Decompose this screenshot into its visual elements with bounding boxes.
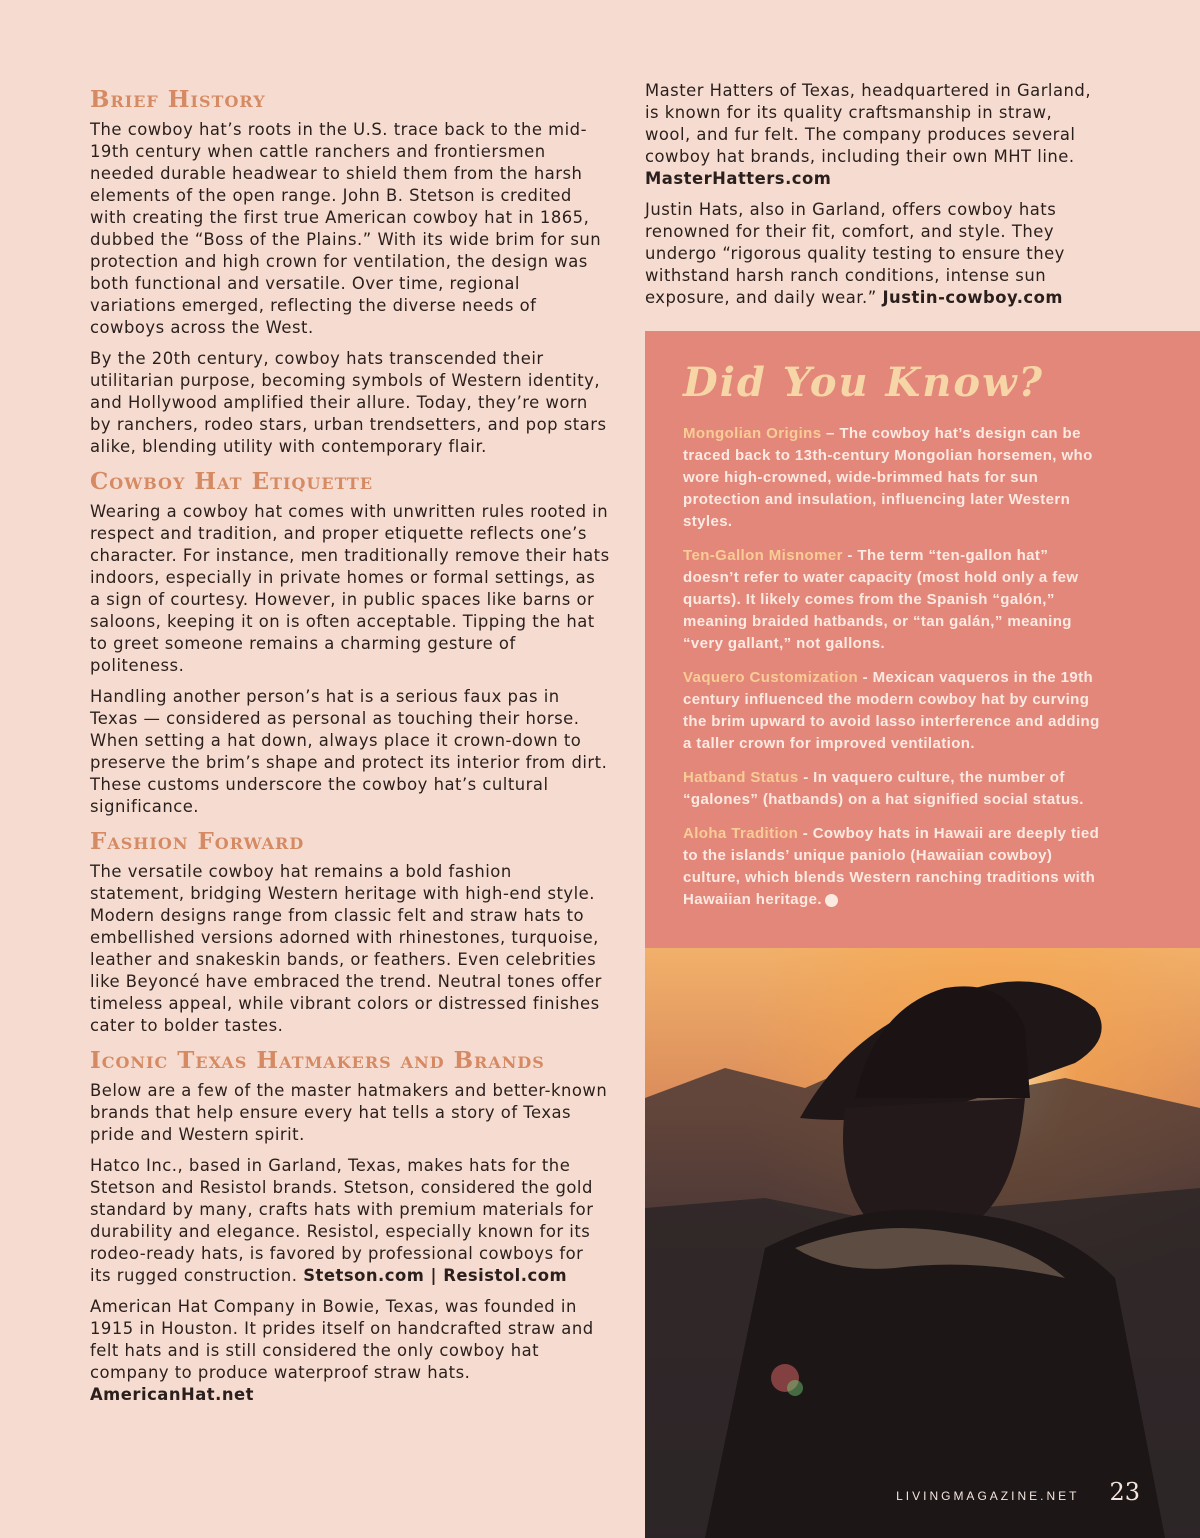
justin-hats-text: Justin Hats, also in Garland, offers cowboy hats renowned for their fit, comfort, and style. They undergo “rigorous quality testing to ensure they withstand harsh ranch conditions, intense sun exposure, and daily wear.”	[645, 200, 1065, 307]
american-hat-link[interactable]: AmericanHat.net	[90, 1385, 254, 1404]
did-you-know-sidebar	[645, 331, 1200, 948]
history-paragraph-1: The cowboy hat’s roots in the U.S. trace back to the mid-19th century when cattle ranchers and frontiersmen needed durable headwear to shield them from the harsh elements of the open range. John B. Stetson is credited with creating the first true American cowboy hat in 1865, dubbed the “Boss of the Plains.” With its wide brim for sun protection and high crown for ventilation, the design was both functional and versatile. Over time, regional variations emerged, reflecting the diverse needs of cowboys across the West.	[90, 120, 602, 337]
fact-term: Aloha Tradition	[683, 825, 799, 842]
section-heading-history: Brief History	[90, 86, 266, 113]
master-hatters-text: Master Hatters of Texas, headquartered in Garland, is known for its quality craftsmanship in straw, wool, and fur felt. The company produces several cowboy hat brands, including their own MHT line.	[645, 81, 1092, 166]
section-heading-fashion: Fashion Forward	[90, 828, 305, 855]
footer-site[interactable]: LIVINGMAGAZINE.NET	[896, 1489, 1080, 1503]
american-hat-paragraph	[90, 1296, 610, 1406]
fact-item	[683, 423, 1103, 533]
fashion-paragraph-1: The versatile cowboy hat remains a bold fashion statement, bridging Western heritage with high-end style. Modern designs range from classic felt and straw hats to embellished versions adorned with rhinestones, turquoise, leather and snakeskin bands, or feathers. Even celebrities like Beyoncé have embraced the trend. Neutral tones offer timeless appeal, while vibrant colors or distressed finishes cater to bolder tastes.	[90, 862, 602, 1035]
master-hatters-link[interactable]: MasterHatters.com	[645, 169, 832, 188]
history-paragraph-2: By the 20th century, cowboy hats transcended their utilitarian purpose, becoming symbols of Western identity, and Hollywood amplified their allure. Today, they’re worn by ranchers, rodeo stars, urban trendsetters, and pop stars alike, blending utility with contemporary flair.	[90, 349, 607, 456]
fact-term: Vaquero Customization	[683, 669, 859, 686]
fact-item	[683, 545, 1103, 655]
hatco-text: Hatco Inc., based in Garland, Texas, makes hats for the Stetson and Resistol brands. Stetson, considered the gold standard by many, crafts hats with premium materials for durability and elegance. Resistol, especially known for its rodeo-ready hats, is favored by professional cowboys for its rugged construction.	[90, 1156, 594, 1285]
fact-separator: –	[821, 425, 840, 442]
fact-term: Ten-Gallon Misnomer	[683, 547, 843, 564]
fact-term: Hatband Status	[683, 769, 799, 786]
fact-separator: -	[798, 769, 814, 786]
master-hatters-paragraph	[645, 80, 1095, 190]
end-mark-icon	[825, 894, 838, 907]
fact-text: The cowboy hat’s design can be traced back to 13th-century Mongolian horsemen, who wore high-crowned, wide-brimmed hats for sun protection and insulation, influencing later Western styles.	[683, 425, 1093, 530]
fact-separator: -	[858, 669, 873, 686]
fact-item	[683, 823, 1103, 911]
fact-text: Mexican vaqueros in the 19th century influenced the modern cowboy hat by curving the brim upward to avoid lasso interference and adding a taller crown for improved ventilation.	[683, 669, 1100, 752]
section-heading-etiquette: Cowboy Hat Etiquette	[90, 468, 374, 495]
cowboy-silhouette-icon	[645, 948, 1200, 1538]
left-column	[90, 85, 610, 1415]
fact-text: The term “ten-gallon hat” doesn’t refer to water capacity (most hold only a few quarts). It likely comes from the Spanish “galón,” meaning braided hatbands, or “tan galán,” meaning “very gallant,” not gallons.	[683, 547, 1079, 652]
fact-separator: -	[798, 825, 813, 842]
right-column	[645, 80, 1095, 318]
hatmakers-intro: Below are a few of the master hatmakers and better-known brands that help ensure every hat tells a story of Texas pride and Western spirit.	[90, 1081, 608, 1144]
fact-term: Mongolian Origins	[683, 425, 822, 442]
section-heading-hatmakers: Iconic Texas Hatmakers and Brands	[90, 1047, 545, 1074]
facts-list	[683, 423, 1103, 923]
fact-text: In vaquero culture, the number of “galones” (hatbands) on a hat signified social status.	[683, 769, 1084, 808]
fact-text: Cowboy hats in Hawaii are deeply tied to the islands’ unique paniolo (Hawaiian cowboy) culture, which blends Western ranching traditions with Hawaiian heritage.	[683, 825, 1100, 908]
hatco-paragraph	[90, 1155, 610, 1287]
did-you-know-title: Did You Know?	[683, 359, 1044, 406]
hatco-link[interactable]: Stetson.com | Resistol.com	[303, 1266, 568, 1285]
etiquette-paragraph-1: Wearing a cowboy hat comes with unwritten rules rooted in respect and tradition, and proper etiquette reflects one’s character. For instance, men traditionally remove their hats indoors, especially in private homes or formal settings, as a sign of courtesy. However, in public spaces like barns or saloons, keeping it on is often acceptable. Tipping the hat to greet someone remains a charming gesture of politeness.	[90, 502, 610, 675]
fact-item	[683, 767, 1103, 811]
page-number: 23	[1109, 1478, 1140, 1506]
justin-hats-paragraph	[645, 199, 1095, 309]
fact-separator: -	[842, 547, 858, 564]
etiquette-paragraph-2: Handling another person’s hat is a serious faux pas in Texas — considered as personal as touching their horse. When setting a hat down, always place it crown-down to preserve the brim’s shape and protect its interior from dirt. These customs underscore the cowboy hat’s cultural significance.	[90, 687, 608, 816]
justin-hats-link[interactable]: Justin-cowboy.com	[882, 288, 1063, 307]
page-footer	[896, 1478, 1140, 1506]
american-hat-text: American Hat Company in Bowie, Texas, was founded in 1915 in Houston. It prides itself on handcrafted straw and felt hats and is still considered the only cowboy hat company to produce waterproof straw hats.	[90, 1297, 594, 1382]
fact-item	[683, 667, 1103, 755]
cowboy-photo	[645, 948, 1200, 1538]
